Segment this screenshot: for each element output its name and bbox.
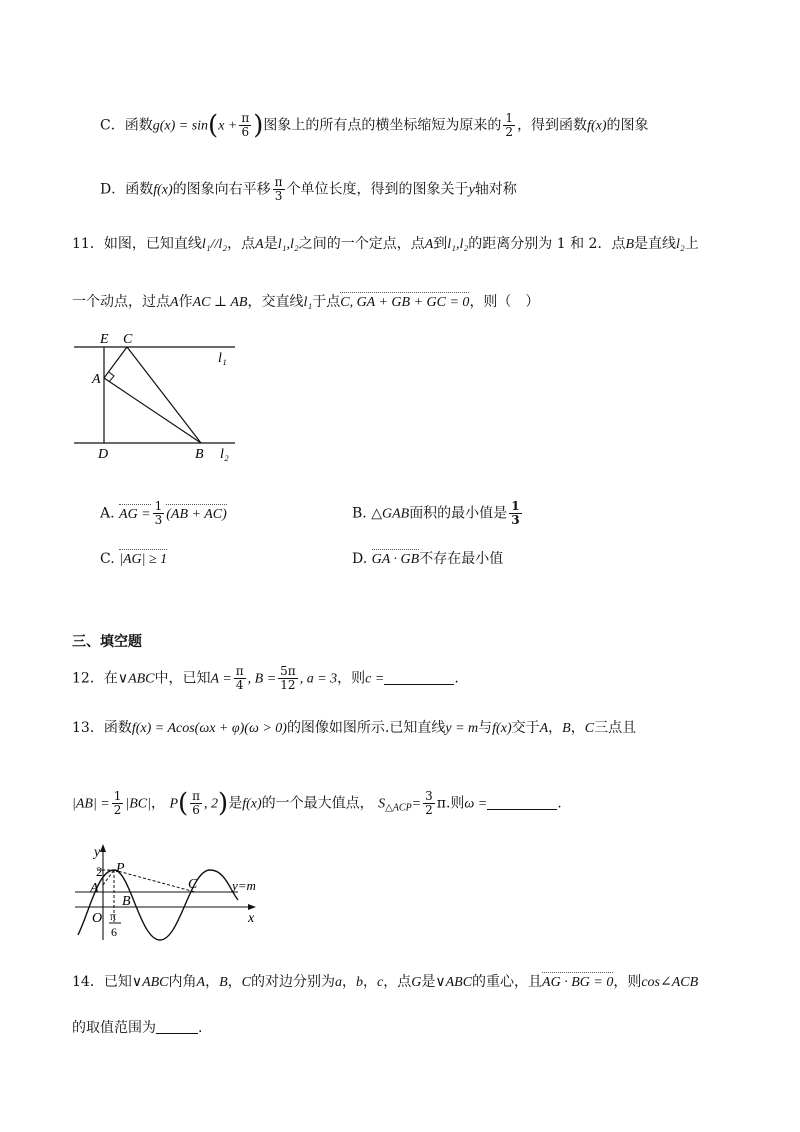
option-d: D．函数f(x)的图象向右平移 $\frac{\pi}{3}$ 个单位长度，得到的图象关于y轴对称 <box>100 175 517 203</box>
pi-over-6: $\frac{\pi}{6}$ <box>241 111 250 139</box>
svg-text:π: π <box>110 909 117 923</box>
svg-text:A: A <box>90 881 99 896</box>
svg-text:6: 6 <box>111 925 117 939</box>
svg-text:P: P <box>116 861 125 876</box>
geometry-figure-q11 <box>70 330 250 465</box>
label-e: E <box>100 332 109 347</box>
svg-text:y: y <box>94 845 101 860</box>
label-d: D <box>98 447 109 462</box>
q11-option-a: A. AG = $\frac{1}{3}$ (AB + AC) <box>100 499 227 527</box>
q11-option-d: D. GA · GB不存在最小值 <box>352 549 503 570</box>
g-function: g(x) = sin <box>152 118 209 134</box>
pi-over-3: $\frac{\pi}{3}$ <box>274 175 283 203</box>
question-12: 12．在∨ABC中，已知A = $\frac{\pi}{4}$ , B = $\frac{5\pi}{12}$ , a = 3，则c = . <box>72 664 459 692</box>
q11-option-c: C. |AG| ≥ 1 <box>100 549 167 570</box>
question-11-line-1: 11．如图，已知直线l₁//l₂，点A是l₁,l₂之间的一个定点，点A到l₁,l₂的距离分别为 1 和 2．点B是直线l₂上 <box>72 236 699 252</box>
svg-text:y=m: y=m <box>232 878 256 893</box>
label-l2: l₂ <box>220 447 229 462</box>
question-11-line-2: 一个动点，过点A作AC ⊥ AB，交直线l₁于点C, GA + GB + GC = 0，则（ ） <box>72 292 539 313</box>
label-c: C <box>123 332 133 347</box>
label-a: A <box>92 372 101 387</box>
answer-blank-12[interactable] <box>384 670 454 685</box>
answer-blank-13[interactable] <box>487 795 557 810</box>
svg-text:C: C <box>188 877 198 892</box>
svg-text:2: 2 <box>96 864 103 879</box>
question-14-line-2: 的取值范围为 . <box>72 1020 203 1036</box>
question-13-line-1: 13．函数f(x) = Acos(ωx + φ)(ω > 0)的图像如图所示.已知直线y = m与f(x)交于A，B，C三点且 <box>72 720 637 736</box>
one-half: $\frac{1}{2}$ <box>505 111 514 139</box>
option-c: C．函数g(x) = sin(x + $\frac{\pi}{6}$ )图象上的所有点的横坐标缩短为原来的 $\frac{1}{2}$ ，得到函数f(x)的图象 <box>100 110 649 141</box>
vector-sum-condition: C, GA + GB + GC = 0 <box>340 293 469 313</box>
cosine-curve <box>78 870 238 940</box>
q11-option-b: B. △GAB面积的最小值是 $\frac{1}{3}$ <box>352 499 520 527</box>
label-l1: l₁ <box>218 351 227 366</box>
svg-text:B: B <box>122 894 131 909</box>
cosine-graph-q13 <box>70 840 270 945</box>
question-13-line-2: |AB| = $\frac{1}{2}$ |BC|， P( $\frac{\pi}{6}$ , 2)是f(x)的一个最大值点， $S_{\triangle ACP}=$ $\frac{3}{2}$ π.则ω = . <box>72 788 562 819</box>
label-b: B <box>195 447 204 462</box>
svg-text:x: x <box>248 911 255 926</box>
answer-blank-14[interactable] <box>156 1019 198 1034</box>
svg-text:O: O <box>92 911 103 926</box>
section-heading: 三、填空题 <box>72 634 142 650</box>
question-14-line-1: 14．已知∨ABC内角A，B，C的对边分别为a，b，c，点G是∨ABC的重心，且AG · BG = 0，则cos∠ACB <box>72 972 698 993</box>
option-c-label: C．函数 <box>100 117 153 134</box>
